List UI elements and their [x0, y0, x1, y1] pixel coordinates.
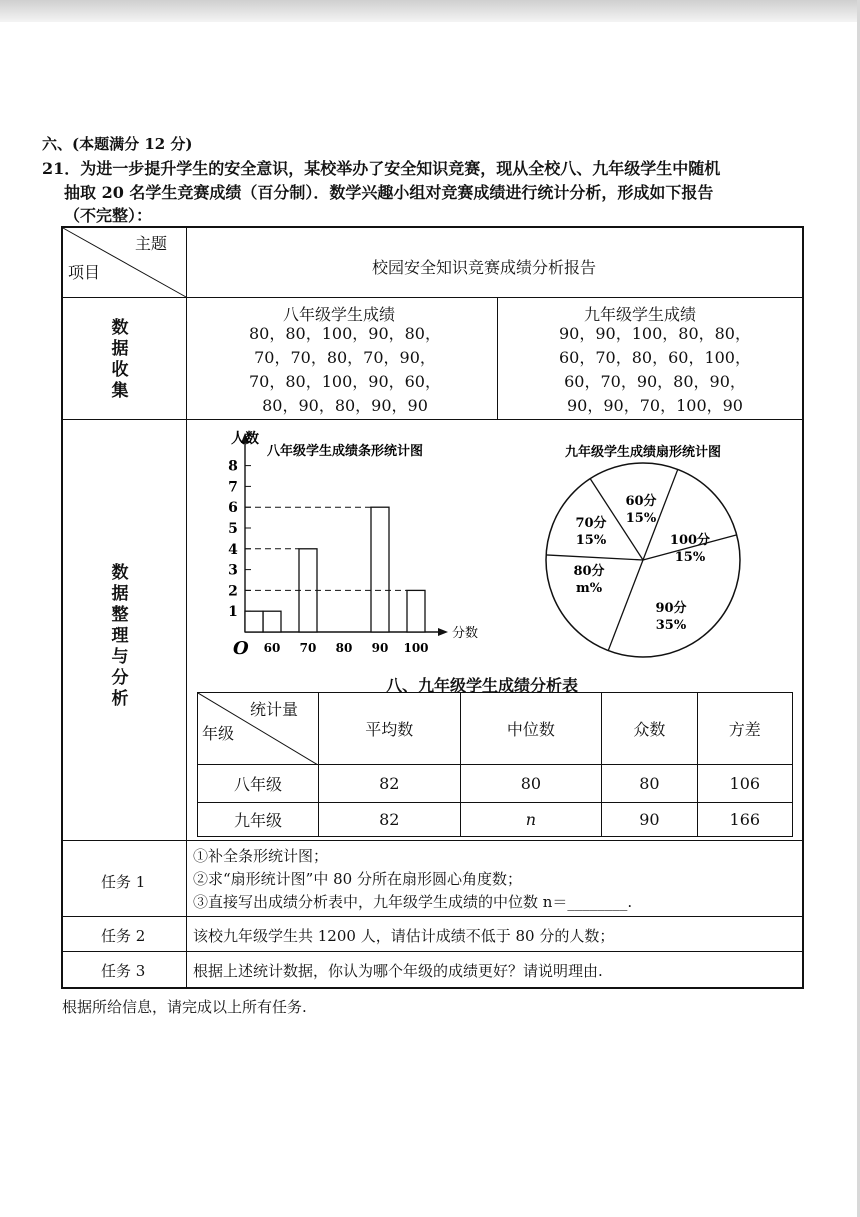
grade8-row: 70，80，100，90，60， — [249, 372, 441, 391]
grade8-row: 80，80，100，90，80， — [249, 324, 441, 343]
task2-text: 该校九年级学生共 1200 人，请估计成绩不低于 80 分的人数； — [193, 927, 615, 945]
grade8-bar-chart — [195, 425, 495, 665]
question-line-2: 抽取 20 名学生竞赛成绩（百分制）．数学兴趣小组对竞赛成绩进行统计分析，形成如下报告 — [64, 183, 714, 202]
bar-chart-title: 八年级学生成绩条形统计图 — [267, 444, 424, 459]
bar-90 — [371, 507, 389, 632]
task1-label: 任务 1 — [101, 873, 146, 891]
section-title: 六、(本题满分 12 分) — [42, 135, 193, 153]
stats-header-row — [198, 693, 793, 765]
header-mean: 平均数 — [319, 693, 461, 765]
x-tick-label: 90 — [371, 641, 389, 655]
grade9-row: 60，70，80，60，100， — [559, 348, 751, 367]
slice-value: 15% — [674, 550, 706, 565]
scan-top-border — [0, 0, 860, 22]
task3-label: 任务 3 — [101, 962, 146, 980]
stats-table-title: 八、九年级学生成绩分析表 — [386, 676, 579, 695]
row-divider-5 — [61, 951, 804, 952]
y-tick-label: 6 — [228, 500, 238, 517]
slice-value: 15% — [575, 533, 607, 548]
task1-text — [193, 845, 632, 914]
question-line-3: （不完整）： — [64, 206, 153, 225]
grade8-row: 70，70，80，70，90， — [254, 348, 436, 367]
grade8-variance: 106 — [697, 765, 792, 803]
slice-label: 60分 — [625, 494, 657, 509]
y-tick-label: 3 — [228, 562, 238, 579]
footer-instruction: 根据所给信息，请完成以上所有任务. — [62, 998, 307, 1016]
collect-col-divider — [497, 297, 498, 419]
grade9-scores — [545, 322, 765, 418]
header-mode: 众数 — [602, 693, 697, 765]
table-border-bottom — [61, 987, 804, 989]
x-axis-arrow — [438, 628, 448, 636]
table-border-right — [802, 226, 804, 989]
grade9-row: 60，70，90，80，90， — [564, 372, 746, 391]
origin-label: O — [233, 638, 249, 659]
grade9-row: 90，90，70，100，90 — [567, 396, 743, 415]
grade9-title: 九年级学生成绩 — [584, 305, 697, 324]
y-axis-label: 人数 — [231, 431, 259, 447]
stats-row-grade9 — [198, 803, 793, 837]
slice-label: 100分 — [669, 533, 711, 548]
slice-label: 90分 — [655, 601, 687, 616]
grade8-row: 80，90，80，90，90 — [262, 396, 428, 415]
row-divider-3 — [61, 840, 804, 841]
slice-label: 70分 — [575, 516, 607, 531]
slice-value: 35% — [655, 618, 687, 633]
grade-label: 八年级 — [198, 765, 319, 803]
table-border-left — [61, 226, 63, 989]
bar-100 — [407, 590, 425, 632]
grade9-pie-chart — [530, 432, 760, 662]
x-axis-label: 分数 — [452, 626, 479, 641]
grade8-mean: 82 — [319, 765, 461, 803]
x-tick-label: 100 — [403, 641, 429, 655]
slice-label: 80分 — [573, 564, 605, 579]
x-tick-label: 60 — [263, 641, 281, 655]
corner-top-label: 统计量 — [250, 700, 299, 719]
y-tick-label: 1 — [228, 604, 238, 621]
grade8-title: 八年级学生成绩 — [283, 305, 396, 324]
stats-table — [197, 692, 793, 837]
task1-line: ①补全条形统计图； — [193, 847, 329, 865]
header-variance: 方差 — [697, 693, 792, 765]
header-median: 中位数 — [460, 693, 602, 765]
y-tick-label: 2 — [228, 583, 238, 600]
y-tick-label: 8 — [228, 458, 238, 475]
header-topic-label: 主题 — [135, 234, 168, 253]
y-tick-label: 7 — [228, 479, 238, 496]
pie-chart-title: 九年级学生成绩扇形统计图 — [564, 445, 722, 460]
grade-label: 九年级 — [198, 803, 319, 837]
task1-line: ②求“扇形统计图”中 80 分所在扇形圆心角度数； — [193, 870, 522, 888]
question-line-1: 21．为进一步提升学生的安全意识，某校举办了安全知识竞赛，现从全校八、九年级学生中随机 — [42, 159, 721, 178]
collect-label: 数据收集 — [111, 318, 129, 401]
y-tick-label: 5 — [228, 521, 238, 537]
task1-line: ③直接写出成绩分析表中，九年级学生成绩的中位数 n＝________. — [193, 893, 633, 911]
stats-row-grade8 — [198, 765, 793, 803]
task2-label: 任务 2 — [101, 927, 146, 945]
report-title: 校园安全知识竞赛成绩分析报告 — [372, 258, 597, 277]
grade9-mean: 82 — [319, 803, 461, 837]
bar-60 — [263, 611, 281, 632]
header-item-label: 项目 — [68, 263, 101, 282]
grade8-scores — [240, 322, 450, 418]
analysis-label: 数据整理与分析 — [111, 563, 129, 709]
x-tick-label: 80 — [335, 641, 353, 655]
row-divider-4 — [61, 916, 804, 917]
row-divider-2 — [61, 419, 804, 420]
grade8-median: 80 — [460, 765, 602, 803]
slice-value: m% — [575, 581, 603, 596]
grade9-variance: 166 — [697, 803, 792, 837]
grade8-mode: 80 — [602, 765, 697, 803]
grade9-row: 90，90，100，80，80， — [559, 324, 751, 343]
corner-bottom-label: 年级 — [202, 724, 235, 743]
grade9-mode: 90 — [602, 803, 697, 837]
bar-extra-block — [245, 611, 263, 632]
y-tick-label: 4 — [228, 541, 238, 558]
table-col-divider — [186, 226, 187, 989]
x-tick-label: 70 — [299, 641, 317, 655]
grade9-median: n — [460, 803, 602, 837]
slice-value: 15% — [625, 511, 657, 526]
stats-corner-cell — [198, 693, 319, 765]
task3-text: 根据上述统计数据，你认为哪个年级的成绩更好？请说明理由. — [193, 962, 603, 980]
